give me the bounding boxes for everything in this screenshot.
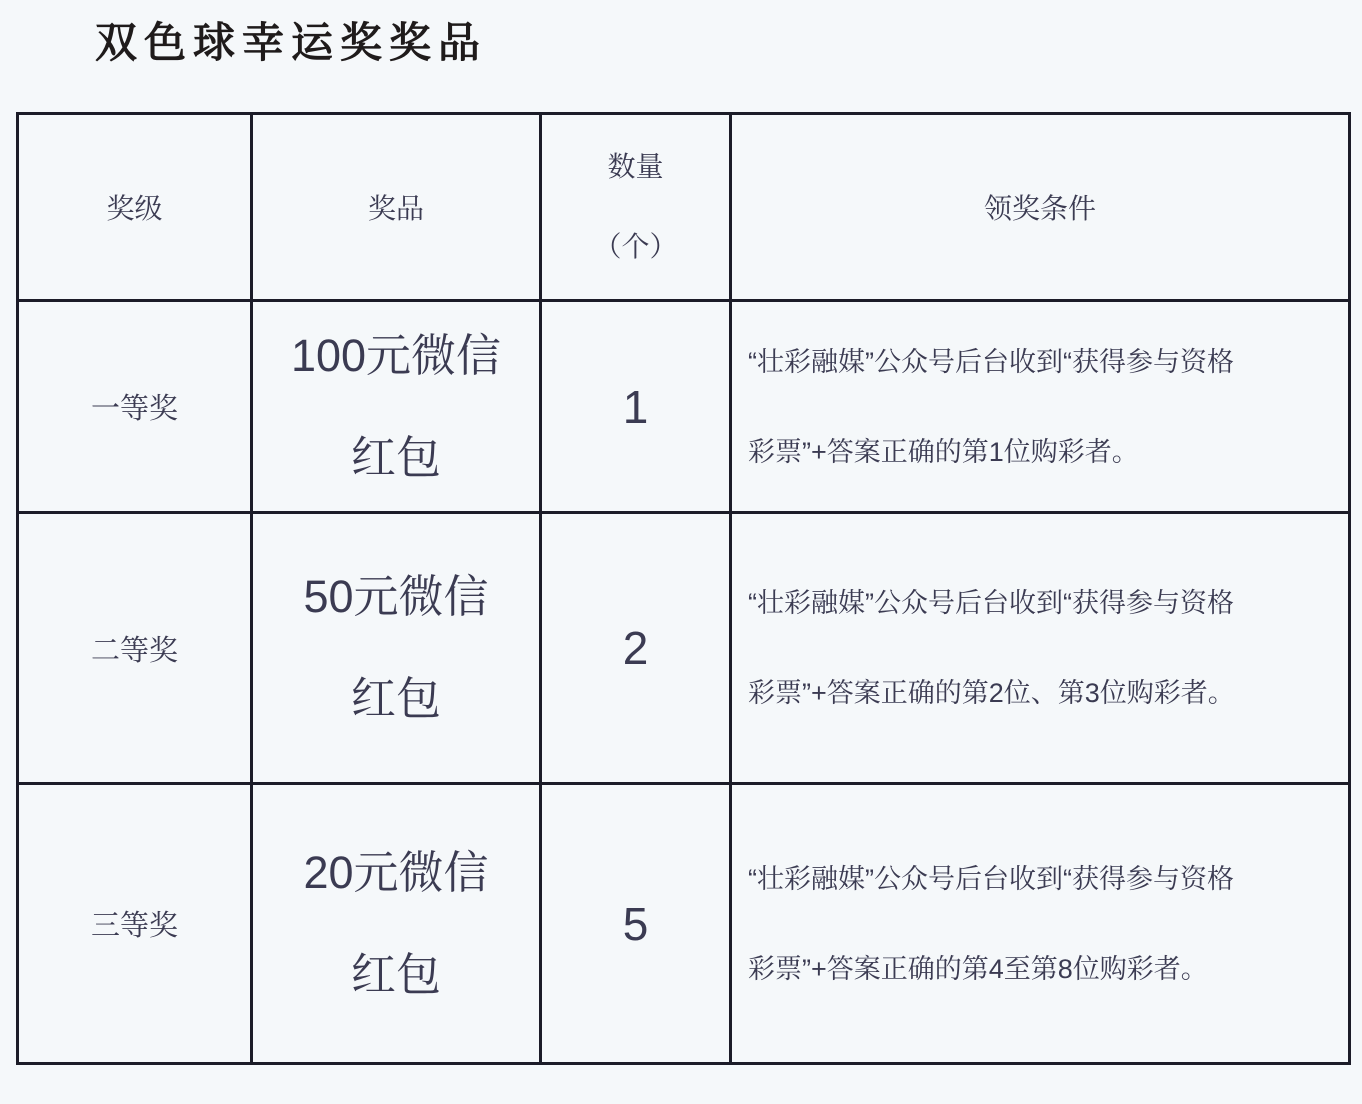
prize-line-1: 20元微信 (303, 846, 489, 898)
table-row-first-prize (18, 301, 1350, 513)
header-cell-condition (731, 114, 1350, 301)
cell-prize-second (252, 513, 541, 784)
header-qty-label-line1: 数量 (607, 151, 664, 182)
condition-line-1: “壮彩融媒”公众号后台收到“获得参与资格 (748, 346, 1234, 377)
condition-line-2: 彩票”+答案正确的第4至第8位购彩者。 (748, 953, 1208, 984)
condition-line-1: “壮彩融媒”公众号后台收到“获得参与资格 (748, 588, 1234, 618)
prize-line-2: 红包 (350, 431, 441, 483)
page-title: 双色球幸运奖奖品 (95, 18, 488, 67)
header-prize-label: 奖品 (367, 193, 424, 224)
cell-qty-second: 2 (541, 513, 731, 784)
cell-level-first: 一等奖 (18, 301, 252, 513)
header-row (18, 114, 1350, 301)
condition-line-2: 彩票”+答案正确的第1位购彩者。 (748, 436, 1139, 467)
cell-condition-third (731, 784, 1350, 1064)
header-cell-prize (252, 114, 541, 301)
condition-line-2: 彩票”+答案正确的第2位、第3位购彩者。 (748, 678, 1235, 708)
header-condition-label: 领奖条件 (983, 193, 1096, 224)
prize-line-1: 100元微信 (290, 329, 502, 381)
cell-condition-first (731, 301, 1350, 513)
cell-prize-first (252, 301, 541, 513)
cell-qty-third: 5 (541, 784, 731, 1064)
header-level-label: 奖级 (106, 193, 163, 224)
header-qty-label-line2: （个） (593, 231, 678, 262)
cell-qty-first: 1 (541, 301, 731, 513)
prize-line-2: 红包 (350, 673, 441, 724)
header-cell-level (18, 114, 252, 301)
prize-line-2: 红包 (350, 948, 441, 1000)
cell-condition-second (731, 513, 1350, 784)
header-cell-qty (541, 114, 731, 301)
table-row-second-prize (18, 513, 1350, 784)
cell-level-second: 二等奖 (18, 513, 252, 784)
prize-line-1: 50元微信 (303, 571, 489, 622)
table-row-third-prize (18, 784, 1350, 1064)
cell-prize-third (252, 784, 541, 1064)
condition-line-1: “壮彩融媒”公众号后台收到“获得参与资格 (748, 863, 1234, 894)
cell-level-third: 三等奖 (18, 784, 252, 1064)
prize-table (16, 112, 1351, 1065)
